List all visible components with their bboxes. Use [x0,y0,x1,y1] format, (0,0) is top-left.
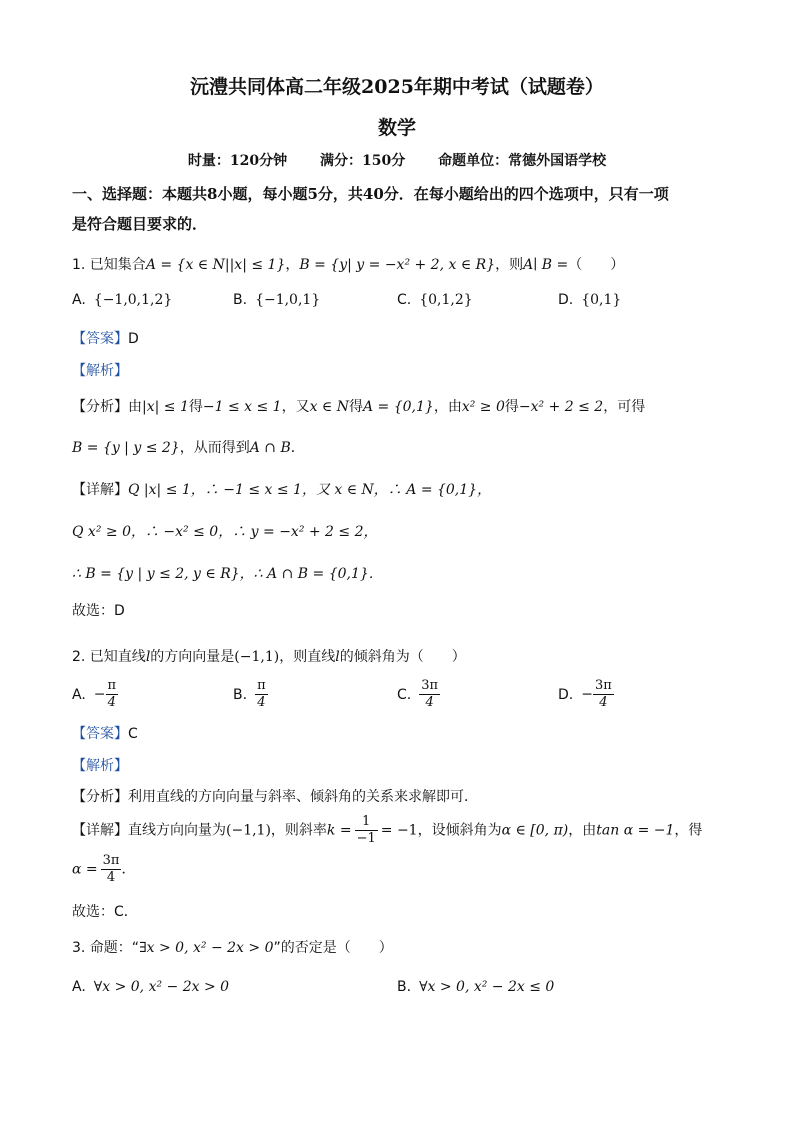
q2-detail-line2: α = $\frac{3\pi}{4}$ ． [72,853,136,885]
q1-set-a: A = {x ∈ N||x| ≤ 1} [145,257,286,273]
q1-option-b[interactable]: B. {−1,0,1} [233,292,321,308]
exam-title: 沅澧共同体高二年级2025年期中考试（试题卷） [190,76,604,98]
q1-option-d[interactable]: D. {0,1} [558,292,622,308]
q1-fenxi-line2: B = {y | y ≤ 2}，从而得到A ∩ B． [72,440,305,456]
q2-option-c[interactable]: C. $\frac{3\pi}{4}$ [397,678,439,710]
q1-set-b: B = {y| y = −x² + 2, x ∈ R} [299,257,496,273]
exam-meta [0,150,794,170]
q1-stem-suffix: ，则 [495,257,524,273]
section-heading-line1: 一、选择题：本题共8小题，每小题5分，共40分．在每小题给出的四个选项中，只有一项 [72,185,669,203]
q1-expr: A∣ B = [523,257,569,273]
exam-time: 时量：120分钟 [187,153,288,169]
q1-option-c[interactable]: C. {0,1,2} [397,292,473,308]
q1-choose: 故选：D [72,603,125,619]
q2-analysis-tag: 【解析】 [72,758,128,774]
section-heading-line2: 是符合题目要求的． [72,215,208,233]
q2-option-b[interactable]: B. $\frac{\pi}{4}$ [233,678,266,710]
q2-answer: 【答案】C [72,726,138,742]
q2-choose: 故选：C． [72,904,138,920]
exam-score: 满分：150分 [320,153,406,169]
q1-answer: 【答案】D [72,331,139,347]
q1-stem [72,254,624,274]
subject-title: 数学 [377,117,416,139]
q1-stem-prefix: 1. 已知集合 [72,257,146,273]
q2-option-d[interactable]: D. − $\frac{3\pi}{4}$ [558,678,612,710]
q1-fenxi-line1: 【分析】由|x| ≤ 1得−1 ≤ x ≤ 1，又x ∈ N得A = {0,1}，由x² ≥ 0得−x² + 2 ≤ 2，可得 [72,399,646,415]
q2-option-a[interactable]: A. − $\frac{\pi}{4}$ [72,678,117,710]
q1-option-a[interactable]: A. {−1,0,1,2} [72,292,173,308]
q1-analysis-tag: 【解析】 [72,363,128,379]
exam-unit: 命题单位：常德外国语学校 [438,153,607,169]
q3-option-a[interactable]: A. ∀x > 0, x² − 2x > 0 [72,979,230,995]
q1-detail-line1: 【详解】Q |x| ≤ 1，∴ −1 ≤ x ≤ 1，又 x ∈ N，∴ A = {0,1}， [72,482,492,498]
q2-fenxi: 【分析】利用直线的方向向量与斜率、倾斜角的关系来求解即可． [72,789,478,805]
q3-option-b[interactable]: B. ∀x > 0, x² − 2x ≤ 0 [397,979,555,995]
q1-detail-line3: ∴ B = {y | y ≤ 2, y ∈ R}，∴ A ∩ B = {0,1}． [72,566,383,582]
q1-detail-line2: Q x² ≥ 0，∴ −x² ≤ 0，∴ y = −x² + 2 ≤ 2， [72,524,378,540]
q1-sep: ， [285,257,300,273]
q2-detail-line1: 【详解】直线方向向量为(−1,1)，则斜率k = $\frac{1}{-1}$ = −1，设倾斜角为α ∈ [0, π)，由tan α = −1，得 [72,814,703,846]
q2-stem: 2. 已知直线l的方向向量是(−1,1)，则直线l的倾斜角为（ ） [72,649,466,665]
q1-blank: （ ） [568,257,625,273]
q3-stem: 3. 命题：“∃x > 0, x² − 2x > 0”的否定是（ ） [72,940,393,956]
